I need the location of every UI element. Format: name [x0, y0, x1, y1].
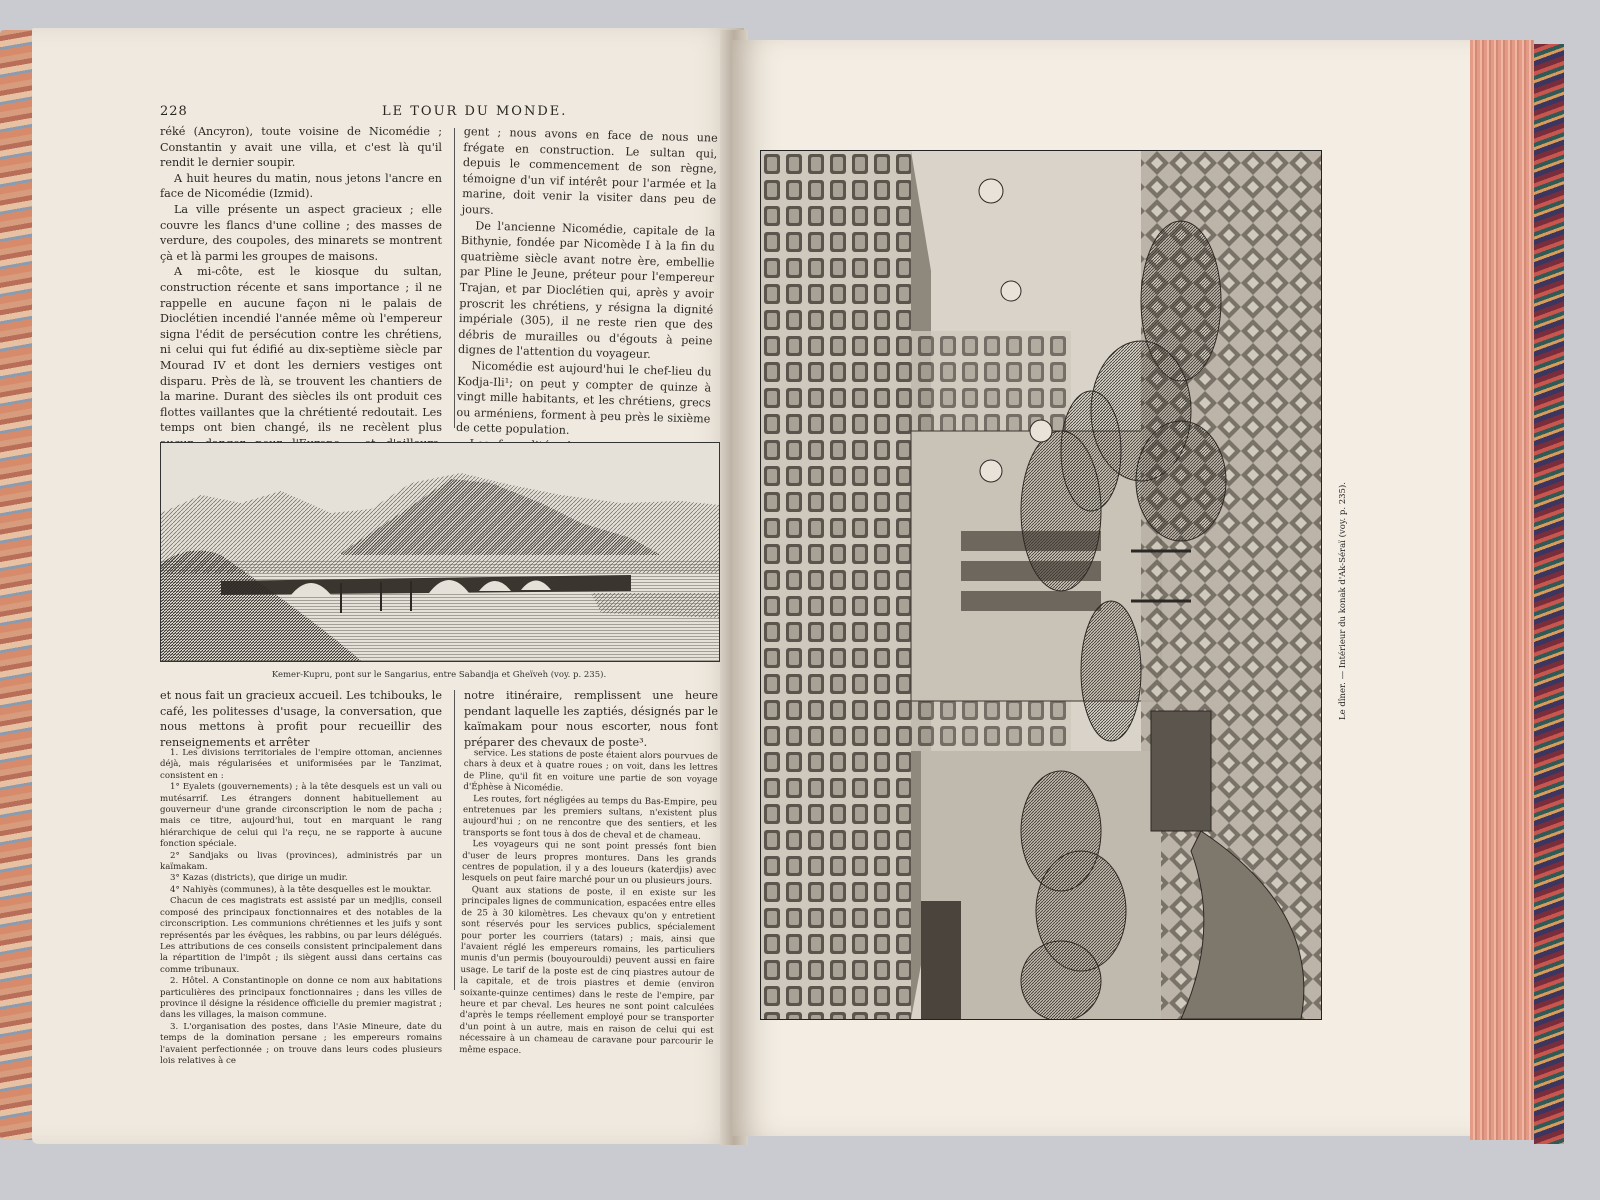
footnote: 1° Eyalets (gouvernements) ; à la tête desquels est un vali ou mutésarrif. Les étrangers donnent habituellement au gouverneur d'une grande circonscription le nom de pacha ; mais ce titre, aujourd'hui, tout en marquant le rang hiérarchique de celui qui l'a reçu, ne se rapporte à aucune fonction spéciale. [160, 782, 442, 850]
column-1-bottom [160, 688, 442, 750]
footnote: Les voyageurs qui ne sont point pressés font bien d'user de leurs propres montures. Dans les grands centres de population, il y a des loueurs (katerdjis) avec lesquels on peut faire marché pour un ou plusieurs jours. [461, 839, 717, 888]
footnote: Les routes, fort négligées au temps du Bas-Empire, peu entretenues par les premiers sultans, n'existent plus aujourd'hui ; on ne rencontre que des sentiers, et les transports se font tous à dos de cheval et de chameau. [462, 793, 718, 842]
page-number: 228 [160, 104, 188, 119]
footnotes-column-1 [160, 748, 442, 1067]
footnotes-column-2 [459, 748, 718, 1060]
dinner-caption: Le dîner. — Intérieur du konak d'Ak-Séraï (voy. p. 235). [1338, 482, 1348, 720]
column-rule-top [454, 128, 455, 428]
footnote: 1. Les divisions territoriales de l'empire ottoman, anciennes déjà, mais régularisées et uniformisées par le Tanzimat, consistent en : [160, 748, 442, 781]
dinner-caption-vertical [1326, 470, 1346, 730]
paragraph: Nicomédie est aujourd'hui le chef-lieu du Kodja-Ili¹; on peut y compter de quinze à vingt mille habitants, et les chrétiens, grecs ou arméniens, forment à peu près le sixième de cette population. [455, 359, 712, 438]
footnote: service. Les stations de poste étaient alors pourvues de chars à deux et à quatre roues ; on voit, dans les lettres de Pline, qu'il fit en voiture une partie de son voyage d'Éphèse à Nicomédie. [463, 748, 718, 794]
paragraph: A huit heures du matin, nous jetons l'ancre en face de Nicomédie (Izmid). [160, 171, 442, 201]
paragraph: et nous fait un gracieux accueil. Les tchibouks, le café, les politesses d'usage, la conversation, que nous mettons à profit pour recueillir des renseignements et arrêter [160, 689, 442, 749]
footnote: 2° Sandjaks ou livas (provinces), administrés par un kaïmakam. [160, 850, 442, 873]
footnote: 3° Kazas (districts), que dirige un mudir. [170, 873, 348, 884]
paragraph: réké (Ancyron), toute voisine de Nicomédie ; Constantin y avait une villa, et c'est là qu'il rendit le dernier soupir. [160, 125, 442, 170]
paragraph: gent ; nous avons en face de nous une frégate en construction. Le sultan qui, depuis le commencement de son règne, témoigne d'un vif intérêt pour l'armée et la marine, doit venir la visiter dans peu de jours. [461, 124, 718, 217]
bridge-engraving [160, 442, 720, 662]
paragraph: La ville présente un aspect gracieux ; elle couvre les flancs d'une colline ; des masses de verdure, des coupoles, des minarets se montrent çà et là parmi les groupes de maisons. [160, 202, 442, 263]
footnote: 4° Nahiyès (communes), à la tête desquelles est le mouktar. [170, 884, 432, 895]
dinner-engraving [760, 150, 1322, 1020]
footnote: Quant aux stations de poste, il en existe sur les principales lignes de communication, espacées entre elles de 25 à 30 kilomètres. Les chevaux qu'on y entretient sont réservés pour les services publics, spécialement pour porter les courriers (tatars) ; mais, ainsi que l'avaient réglé les empereurs romains, les particuliers munis d'un permis (bouyourouldi) peuvent aussi en faire usage. Le tarif de la poste est de cinq piastres autour de la capitale, et de trois piastres et demie (environ soixante-quinze centimes) dans le reste de l'empire, par heure et par cheval. Les heures ne sont point calculées d'après le temps réellement employé pour se transporter d'un point à un autre, mais en raison de celui qui est nécessaire à un chameau de caravane pour parcourir le même espace. [459, 885, 716, 1056]
bridge-caption: Kemer-Kupru, pont sur le Sangarius, entre Sabandja et Gheïveh (voy. p. 235). [271, 670, 607, 680]
footnote: Chacun de ces magistrats est assisté par un medjlis, conseil composé des principaux fonctionnaires et des notables de la circonscription. Les communions chrétiennes et les juifs y sont représentés par les évêques, les rabbins, ou par leurs délégués. Les attributions de ces conseils consistent principalement dans la répartition de l'impôt ; ils siègent aussi dans certains cas comme tribunaux. [160, 896, 442, 975]
column-2-bottom [464, 688, 718, 750]
column-rule-bottom [454, 690, 455, 990]
paragraph: A mi-côte, est le kiosque du sultan, construction récente et sans importance ; il ne rappelle en aucune façon ni le palais de Dioclétien incendié l'année même où l'empereur signa l'édit de persécution contre les chrétiens, ni celui qui fut édifié au dix-septième siècle par Mourad IV et dont les derniers vestiges ont disparu. Près de là, se trouvent les chantiers de la marine. Durant des siècles ils ont produit ces flottes vaillantes que la chrétienté redoutait. Les temps ont bien changé, ils ne recèlent plus [160, 265, 442, 435]
paragraph: notre itinéraire, remplissent une heure pendant laquelle les zaptiés, désignés par le kaïmakam pour nous escorter, nous font préparer des chevaux de poste³. [464, 689, 718, 749]
footnote: 3. L'organisation des postes, dans l'Asie Mineure, date du temps de la domination persane ; les empereurs romains l'avaient perfectionnée ; on trouve dans leurs codes plusieurs lois relatives à ce [160, 1021, 442, 1066]
marbled-edge-right [1534, 44, 1564, 1144]
paragraph: De l'ancienne Nicomédie, capitale de la Bithynie, fondée par Nicomède I à la fin du quatrième siècle avant notre ère, embellie par Pline le Jeune, préteur pour l'empereur Trajan, et par Dioclétien qui, après y avoir proscrit les chrétiens, y résigna la dignité impériale (305), il ne reste rien que des débris de murailles ou d'égouts à peine dignes de l'attention du voyageur. [457, 218, 716, 362]
footnote: 2. Hôtel. A Constantinople on donne ce nom aux habitations particulières des principaux fonctionnaires ; dans les villes de province il désigne la résidence officielle du premier magistrat ; dans les villages, la maison commune. [160, 976, 442, 1021]
running-head: LE TOUR DU MONDE. [382, 104, 568, 119]
page-edges-right [1470, 40, 1534, 1140]
